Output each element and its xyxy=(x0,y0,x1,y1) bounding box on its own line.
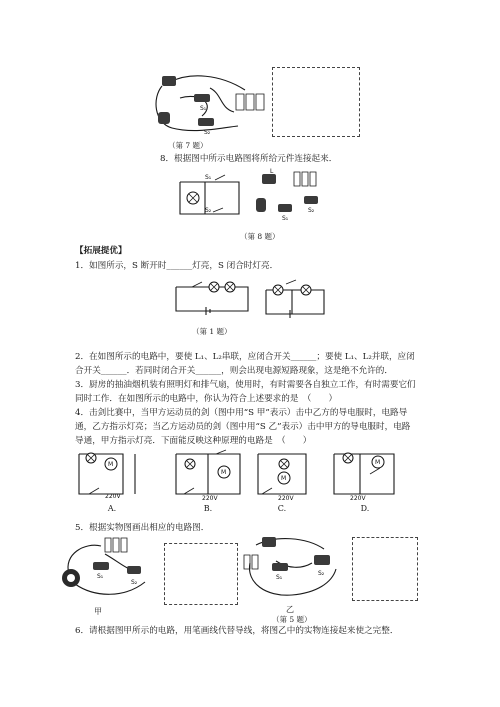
e5-answer-box-left xyxy=(164,543,238,605)
svg-text:M: M xyxy=(375,459,381,466)
e6-text: 6．请根据图甲所示的电路，用笔画线代替导线，将图乙中的实物连接起来使之完整． xyxy=(75,626,399,636)
e2-line1: 2．在如图所示的电路中，要使 L₁、L₂串联，应闭合开关______；要使 L₁、L₂并联，应闭 xyxy=(75,352,415,362)
svg-text:S₁: S₁ xyxy=(276,574,283,581)
q8-caption: （第 8 题） xyxy=(240,232,280,241)
e4-option-a-circuit xyxy=(75,450,147,502)
q8-object-figure xyxy=(252,168,332,228)
e5-label-right: 乙 xyxy=(286,605,294,614)
e5-answer-box-right xyxy=(352,537,418,601)
e4-option-c-circuit xyxy=(254,450,310,502)
svg-text:220V: 220V xyxy=(350,495,366,502)
e3-line1: 3．厨房的抽油烟机装有照明灯和排气扇，使用时，有时需要各自独立工作，有时需要它们 xyxy=(75,380,416,390)
e4-option-d-circuit xyxy=(330,450,400,502)
e1-right-circuit xyxy=(262,280,328,320)
section-title: 【拓展提优】 xyxy=(75,246,127,256)
e3-line2: 同时工作．在如图所示的电路中，你认为符合上述要求的是 （ ） xyxy=(75,394,338,404)
svg-text:M: M xyxy=(281,475,287,482)
e5-text: 5．根据实物图画出相应的电路图． xyxy=(75,523,210,533)
e4-option-b-circuit xyxy=(172,450,244,502)
svg-text:L: L xyxy=(270,168,274,175)
svg-text:S₁: S₁ xyxy=(97,573,104,580)
svg-text:S₂: S₂ xyxy=(131,579,138,586)
svg-text:M: M xyxy=(108,461,114,468)
svg-text:S₂: S₂ xyxy=(205,207,212,214)
e4-line1: 4．击剑比赛中，当甲方运动员的剑（图中用“S 甲”表示）击中乙方的导电服时，电路导 xyxy=(75,408,408,418)
e2-line2: 合开关______．若同时闭合开关______，则会出现电源短路现象，这是绝不允许的． xyxy=(75,366,393,376)
svg-text:S₁: S₁ xyxy=(200,105,207,112)
e4-option-a-label: A. xyxy=(107,504,117,513)
svg-text:S₂: S₂ xyxy=(204,129,211,136)
e5-label-left: 甲 xyxy=(94,607,102,616)
e4-line3: 导通，甲方指示灯亮．下面能反映这种原理的电路是 （ ） xyxy=(75,436,312,446)
svg-text:S₁: S₁ xyxy=(282,215,289,222)
e5-right-object-figure xyxy=(236,533,348,605)
e4-line2: 通，乙方指示灯亮；当乙方运动员的剑（图中用“S 乙”表示）击中甲方的导电服时，电路 xyxy=(75,422,411,432)
svg-text:220V: 220V xyxy=(105,493,121,500)
e1-caption: （第 1 题） xyxy=(192,327,232,336)
q8-text: 8．根据图中所示电路图将所给元件连接起来． xyxy=(160,154,338,164)
e4-option-c-label: C. xyxy=(277,504,287,513)
svg-text:220V: 220V xyxy=(202,495,218,502)
q8-circuit-diagram xyxy=(175,172,245,218)
svg-text:220V: 220V xyxy=(278,495,294,502)
svg-text:S₂: S₂ xyxy=(318,570,325,577)
q7-caption: （第 7 题） xyxy=(168,141,208,150)
svg-text:S₁: S₁ xyxy=(205,174,212,181)
e5-caption: （第 5 题） xyxy=(272,615,312,624)
e1-left-circuit xyxy=(172,281,252,315)
e4-option-d-label: D. xyxy=(360,504,370,513)
q7-object-figure xyxy=(150,68,275,138)
e5-left-object-figure xyxy=(55,534,155,606)
svg-text:M: M xyxy=(221,469,227,476)
q7-answer-box xyxy=(272,67,360,137)
svg-text:S₂: S₂ xyxy=(308,207,315,214)
e1-text: 1．如图所示，S 断开时______灯亮，S 闭合时灯亮． xyxy=(75,261,279,271)
e4-option-b-label: B. xyxy=(203,504,213,513)
